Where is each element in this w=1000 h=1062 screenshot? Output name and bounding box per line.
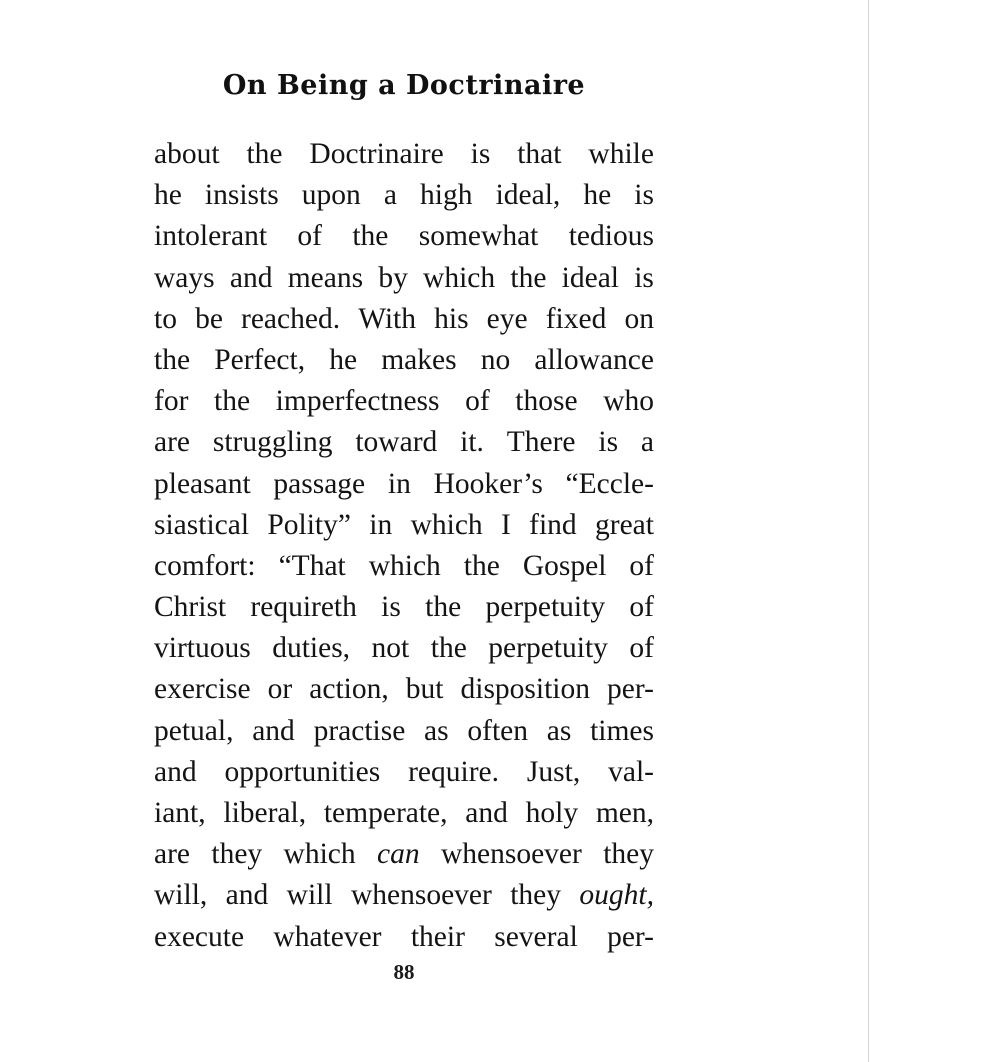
running-head: On Being a Doctrinaire: [222, 70, 586, 101]
text-line: Christ requireth is the perpetuity of: [154, 591, 654, 624]
text-line: for the imperfectness of those who: [154, 385, 654, 418]
page-gutter: [868, 0, 1000, 1062]
text-line: about the Doctrinaire is that while: [154, 138, 654, 170]
text-line: execute whatever their several per-: [154, 920, 654, 953]
text-line: the Perfect, he makes no allowance: [154, 343, 654, 376]
text-line: siastical Polity” in which I find great: [154, 508, 654, 541]
text-line: are they which can whensoever they: [154, 838, 654, 871]
text-line: will, and will whensoever they ought,: [154, 879, 654, 912]
text-line: ways and means by which the ideal is: [154, 261, 654, 294]
text-line: he insists upon a high ideal, he is: [154, 179, 654, 212]
text-line: exercise or action, but disposition per-: [154, 673, 654, 706]
body-text: [154, 134, 654, 958]
text-line: are struggling toward it. There is a: [154, 426, 654, 459]
text-line: comfort: “That which the Gospel of: [154, 549, 654, 582]
text-line: virtuous duties, not the perpetuity of: [154, 632, 654, 665]
text-line: and opportunities require. Just, val-: [154, 755, 654, 788]
text-line: intolerant of the somewhat tedious: [154, 220, 654, 253]
text-line: iant, liberal, temperate, and holy men,: [154, 797, 654, 829]
page-number: 88: [393, 960, 415, 984]
text-line: pleasant passage in Hooker’s “Eccle-: [154, 467, 654, 500]
text-line: petual, and practise as often as times: [154, 714, 654, 747]
text-line: to be reached. With his eye fixed on: [154, 302, 654, 335]
